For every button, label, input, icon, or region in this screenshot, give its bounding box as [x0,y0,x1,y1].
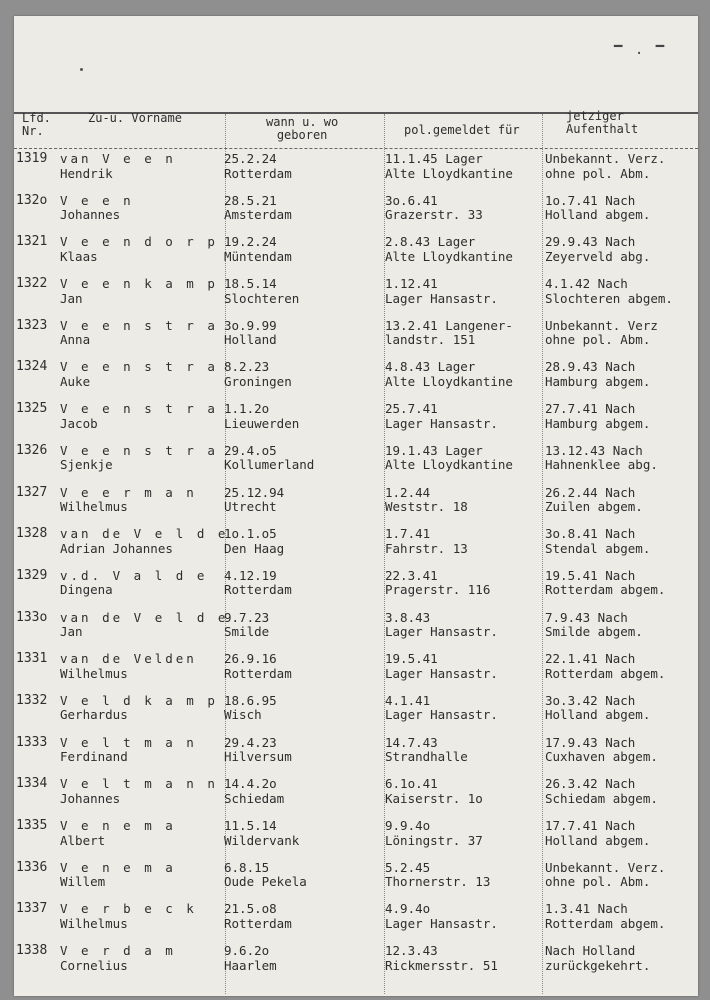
registration-address: landstr. 151 [385,332,476,348]
residence-line-2: Slochteren abgem. [545,290,673,306]
header-nr: Lfd. Nr. [22,111,51,138]
residence-line-2: Holland abgem. [545,207,651,223]
residence-line-2: Zuilen abgem. [545,499,643,514]
birth-cell [224,694,277,723]
registration-cell [385,861,490,890]
surname: V e e n s t r a [60,442,218,458]
surname: van de Velden [60,651,197,667]
registration-address: Alte Lloydkantine [385,248,513,264]
birth-cell [224,861,307,890]
firstname: Jacob [60,415,98,431]
name-cell [60,235,218,264]
birth-cell [224,402,299,431]
name-cell [60,944,176,973]
table-row [14,319,698,361]
current-residence-cell [545,819,650,848]
firstname: Auke [60,373,91,389]
registration-cell [385,527,468,556]
firstname: Wilhelmus [60,915,128,931]
current-residence-cell [545,777,658,806]
surname: V e e n k a m p [60,276,218,292]
residence-line-1: 26.3.42 Nach [545,776,636,792]
residence-line-2: zurückgekehrt. [545,957,651,973]
registration-cell [385,902,498,931]
birth-cell [224,569,292,598]
birth-cell [224,819,299,848]
entry-number: 1319 [16,151,48,166]
birth-place: Smilde [224,624,270,640]
birth-date: 3o.9.99 [224,317,277,333]
registration-cell [385,819,483,848]
current-residence-cell [545,402,650,431]
birth-cell [224,652,292,681]
table-row [14,944,698,986]
firstname: Anna [60,332,91,348]
name-cell [60,486,197,515]
registration-cell [385,194,483,223]
name-cell [60,402,218,431]
birth-date: 28.5.21 [224,192,277,208]
table-row [14,527,698,569]
residence-line-2: Holland abgem. [545,832,651,848]
birth-place: Groningen [224,373,292,389]
entry-number: 1328 [16,526,48,542]
ink-mark: ▔ · ▔ [614,46,667,62]
entry-number: 1325 [16,401,48,417]
registration-address: Lager Hansastr. [385,624,498,640]
birth-date: 25.12.94 [224,484,285,500]
residence-line-1: 7.9.43 Nach [545,609,628,625]
entry-number: 1335 [16,818,48,833]
birth-date: 14.4.2o [224,776,277,792]
birth-place: Haarlem [224,957,277,973]
registration-date: 1.7.41 [385,526,431,542]
residence-line-1: 3o.3.42 Nach [545,692,636,708]
current-residence-cell [545,486,643,515]
registration-date: 4.1.41 [385,692,431,708]
residence-line-1: Unbekannt. Verz. [545,859,666,875]
current-residence-cell [545,444,658,473]
current-residence-cell [545,277,673,306]
registration-address: Thornerstr. 13 [385,874,491,890]
birth-cell [224,527,284,556]
surname: van de V e l d e [60,609,229,625]
registration-cell [385,611,498,640]
entry-number: 1326 [16,442,48,458]
header-current-residence: jetziger Aufenthalt [566,109,639,136]
surname: V e r b e c k [60,901,197,917]
birth-place: Rotterdam [224,915,292,931]
registration-date: 5.2.45 [385,859,431,875]
registration-date: 1.2.44 [385,484,431,500]
residence-line-1: 1o.7.41 Nach [545,192,636,208]
firstname: Ferdinand [60,749,128,765]
birth-date: 6.8.15 [224,859,270,875]
current-residence-cell [545,736,658,765]
registration-date: 19.1.43 Lager [385,442,483,458]
entry-number: 1337 [16,901,48,917]
birth-place: Den Haag [224,540,285,556]
register-page [14,16,698,996]
table-row [14,277,698,319]
birth-date: 1o.1.o5 [224,526,277,542]
registration-date: 3o.6.41 [385,192,438,208]
surname: van V e e n [60,151,176,166]
registration-address: Rickmersstr. 51 [385,957,498,973]
registration-date: 2.8.43 Lager [385,234,476,250]
name-cell [60,194,134,223]
registration-date: 22.3.41 [385,567,438,583]
entry-number: 1321 [16,234,48,250]
birth-cell [224,235,292,264]
birth-date: 9.7.23 [224,609,270,625]
residence-line-1: 19.5.41 Nach [545,567,636,583]
entry-number: 1338 [16,943,48,959]
surname: v.d. V a l d e [60,567,208,583]
registration-address: Lager Hansastr. [385,290,498,306]
firstname: Hendrik [60,165,113,181]
table-row [14,652,698,694]
registration-address: Grazerstr. 33 [385,207,483,223]
surname: V e r d a m [60,943,176,959]
firstname: Johannes [60,207,121,223]
registration-date: 4.9.4o [385,901,431,917]
residence-line-1: 22.1.41 Nach [545,651,636,667]
birth-place: Schiedam [224,790,285,806]
registration-address: Lager Hansastr. [385,915,498,931]
residence-line-2: Cuxhaven abgem. [545,749,658,765]
registration-date: 14.7.43 [385,734,438,750]
table-row [14,569,698,611]
registration-cell [385,652,498,681]
current-residence-cell [545,611,643,640]
birth-cell [224,902,292,931]
birth-date: 9.6.2o [224,943,270,959]
birth-date: 25.2.24 [224,151,277,166]
birth-cell [224,944,277,973]
birth-cell [224,319,277,348]
residence-line-1: 1.3.41 Nach [545,901,628,917]
birth-date: 4.12.19 [224,567,277,583]
name-cell [60,152,176,181]
table-row [14,611,698,653]
birth-date: 8.2.23 [224,359,270,375]
table-row [14,819,698,861]
registration-address: Weststr. 18 [385,499,468,514]
header-born: wann u. wo geboren [266,115,339,142]
registration-date: 13.2.41 Langener- [385,317,513,333]
registration-address: Lager Hansastr. [385,707,498,723]
registration-address: Löningstr. 37 [385,832,483,848]
registration-date: 3.8.43 [385,609,431,625]
registration-date: 19.5.41 [385,651,438,667]
register-rows [14,152,698,986]
birth-place: Kollumerland [224,457,315,473]
residence-line-2: Schiedam abgem. [545,790,658,806]
table-row [14,152,698,194]
residence-line-2: Stendal abgem. [545,540,651,556]
table-row [14,902,698,944]
entry-number: 1331 [16,651,48,667]
residence-line-1: Unbekannt. Verz [545,317,658,333]
residence-line-1: Unbekannt. Verz. [545,151,666,166]
name-cell [60,736,197,765]
registration-date: 9.9.4o [385,818,431,833]
residence-line-2: Rotterdam abgem. [545,915,666,931]
name-cell [60,277,218,306]
birth-place: Slochteren [224,290,300,306]
registration-cell [385,569,490,598]
registration-date: 11.1.45 Lager [385,151,483,166]
registration-address: Pragerstr. 116 [385,582,491,598]
birth-date: 29.4.o5 [224,442,277,458]
residence-line-2: Rotterdam abgem. [545,665,666,681]
current-residence-cell [545,319,658,348]
surname: V e e n s t r a [60,317,218,333]
residence-line-2: Holland abgem. [545,707,651,723]
birth-place: Rotterdam [224,582,292,598]
table-row [14,360,698,402]
current-residence-cell [545,944,650,973]
registration-cell [385,694,498,723]
name-cell [60,527,228,556]
registration-cell [385,235,513,264]
name-cell [60,319,218,348]
birth-date: 11.5.14 [224,818,277,833]
header-registered: pol.gemeldet für [404,123,520,137]
residence-line-1: 26.2.44 Nach [545,484,636,500]
registration-cell [385,944,498,973]
current-residence-cell [545,152,665,181]
residence-line-2: ohne pol. Abm. [545,165,651,181]
residence-line-2: Hamburg abgem. [545,415,651,431]
birth-date: 18.5.14 [224,276,277,292]
residence-line-2: Zeyerveld abg. [545,248,651,264]
birth-date: 21.5.o8 [224,901,277,917]
firstname: Dingena [60,582,113,598]
entry-number: 1329 [16,567,48,583]
surname: V e e n s t r a [60,401,218,417]
registration-address: Alte Lloydkantine [385,457,513,473]
registration-cell [385,486,468,515]
residence-line-2: Hamburg abgem. [545,373,651,389]
surname: V e n e m a [60,818,176,833]
current-residence-cell [545,652,665,681]
name-cell [60,360,218,389]
entry-number: 1327 [16,484,48,500]
residence-line-2: Rotterdam abgem. [545,582,666,598]
birth-date: 29.4.23 [224,734,277,750]
name-cell [60,861,176,890]
birth-cell [224,277,299,306]
registration-date: 1.12.41 [385,276,438,292]
registration-date: 25.7.41 [385,401,438,417]
current-residence-cell [545,194,650,223]
firstname: Wilhelmus [60,665,128,681]
residence-line-1: Nach Holland [545,943,636,959]
ink-dot [80,68,83,71]
birth-place: Lieuwerden [224,415,300,431]
birth-cell [224,611,269,640]
firstname: Adrian Johannes [60,540,173,556]
header-bottom-rule [14,148,698,149]
surname: van de V e l d e [60,526,229,542]
residence-line-1: 4.1.42 Nach [545,276,628,292]
table-row [14,486,698,528]
table-row [14,402,698,444]
entry-number: 1332 [16,692,48,708]
residence-line-1: 17.9.43 Nach [545,734,636,750]
registration-address: Alte Lloydkantine [385,373,513,389]
name-cell [60,902,197,931]
name-cell [60,819,176,848]
registration-date: 6.1o.41 [385,776,438,792]
name-cell [60,569,207,598]
table-row [14,861,698,903]
birth-date: 18.6.95 [224,692,277,708]
current-residence-cell [545,902,665,931]
registration-address: Alte Lloydkantine [385,165,513,181]
entry-number: 133o [16,609,48,625]
table-row [14,444,698,486]
firstname: Johannes [60,790,121,806]
residence-line-1: 28.9.43 Nach [545,359,636,375]
birth-place: Oude Pekela [224,874,307,890]
table-row [14,194,698,236]
entry-number: 1324 [16,359,48,375]
birth-date: 1.1.2o [224,401,270,417]
current-residence-cell [545,569,665,598]
surname: V e l t m a n n [60,776,218,792]
name-cell [60,777,218,806]
birth-place: Hilversum [224,749,292,765]
entry-number: 1322 [16,276,48,292]
firstname: Cornelius [60,957,128,973]
birth-place: Utrecht [224,499,277,514]
firstname: Jan [60,624,83,640]
residence-line-2: ohne pol. Abm. [545,874,651,890]
name-cell [60,652,197,681]
registration-date: 12.3.43 [385,943,438,959]
current-residence-cell [545,235,650,264]
residence-line-1: 13.12.43 Nach [545,442,643,458]
name-cell [60,611,228,640]
registration-cell [385,360,513,389]
residence-line-1: 29.9.43 Nach [545,234,636,250]
birth-place: Müntendam [224,248,292,264]
surname: V e e n s t r a [60,359,218,375]
firstname: Wilhelmus [60,499,128,514]
birth-cell [224,152,292,181]
surname: V e e r m a n [60,484,197,500]
birth-cell [224,444,314,473]
registration-cell [385,777,483,806]
name-cell [60,694,218,723]
registration-cell [385,736,468,765]
current-residence-cell [545,694,650,723]
table-row [14,777,698,819]
current-residence-cell [545,861,665,890]
surname: V e e n [60,192,134,208]
firstname: Willem [60,874,106,890]
registration-cell [385,277,498,306]
residence-line-1: 27.7.41 Nach [545,401,636,417]
entry-number: 1336 [16,859,48,875]
registration-address: Lager Hansastr. [385,665,498,681]
registration-cell [385,444,513,473]
birth-cell [224,777,284,806]
residence-line-1: 17.7.41 Nach [545,818,636,833]
current-residence-cell [545,527,650,556]
registration-cell [385,319,513,348]
firstname: Klaas [60,248,98,264]
surname: V e e n d o r p [60,234,218,250]
table-header [14,110,698,150]
birth-place: Holland [224,332,277,348]
registration-cell [385,402,498,431]
birth-place: Rotterdam [224,665,292,681]
firstname: Jan [60,290,83,306]
registration-cell [385,152,513,181]
firstname: Sjenkje [60,457,113,473]
birth-place: Wildervank [224,832,300,848]
residence-line-2: Hahnenklee abg. [545,457,658,473]
registration-address: Lager Hansastr. [385,415,498,431]
surname: V e l d k a m p [60,692,218,708]
residence-line-2: Smilde abgem. [545,624,643,640]
birth-place: Wisch [224,707,262,723]
entry-number: 132o [16,192,48,208]
birth-date: 26.9.16 [224,651,277,667]
birth-cell [224,360,292,389]
residence-line-2: ohne pol. Abm. [545,332,651,348]
birth-place: Amsterdam [224,207,292,223]
registration-address: Kaiserstr. 1o [385,790,483,806]
surname: V e l t m a n [60,734,197,750]
birth-place: Rotterdam [224,165,292,181]
table-row [14,694,698,736]
birth-date: 19.2.24 [224,234,277,250]
current-residence-cell [545,360,650,389]
entry-number: 1333 [16,734,48,750]
birth-cell [224,736,292,765]
registration-date: 4.8.43 Lager [385,359,476,375]
entry-number: 1323 [16,317,48,333]
name-cell [60,444,218,473]
firstname: Gerhardus [60,707,128,723]
registration-address: Fahrstr. 13 [385,540,468,556]
registration-address: Strandhalle [385,749,468,765]
firstname: Albert [60,832,106,848]
birth-cell [224,194,292,223]
table-row [14,736,698,778]
table-row [14,235,698,277]
surname: V e n e m a [60,859,176,875]
header-name: Zu-u. Vorname [88,111,182,125]
residence-line-1: 3o.8.41 Nach [545,526,636,542]
entry-number: 1334 [16,776,48,792]
birth-cell [224,486,284,515]
